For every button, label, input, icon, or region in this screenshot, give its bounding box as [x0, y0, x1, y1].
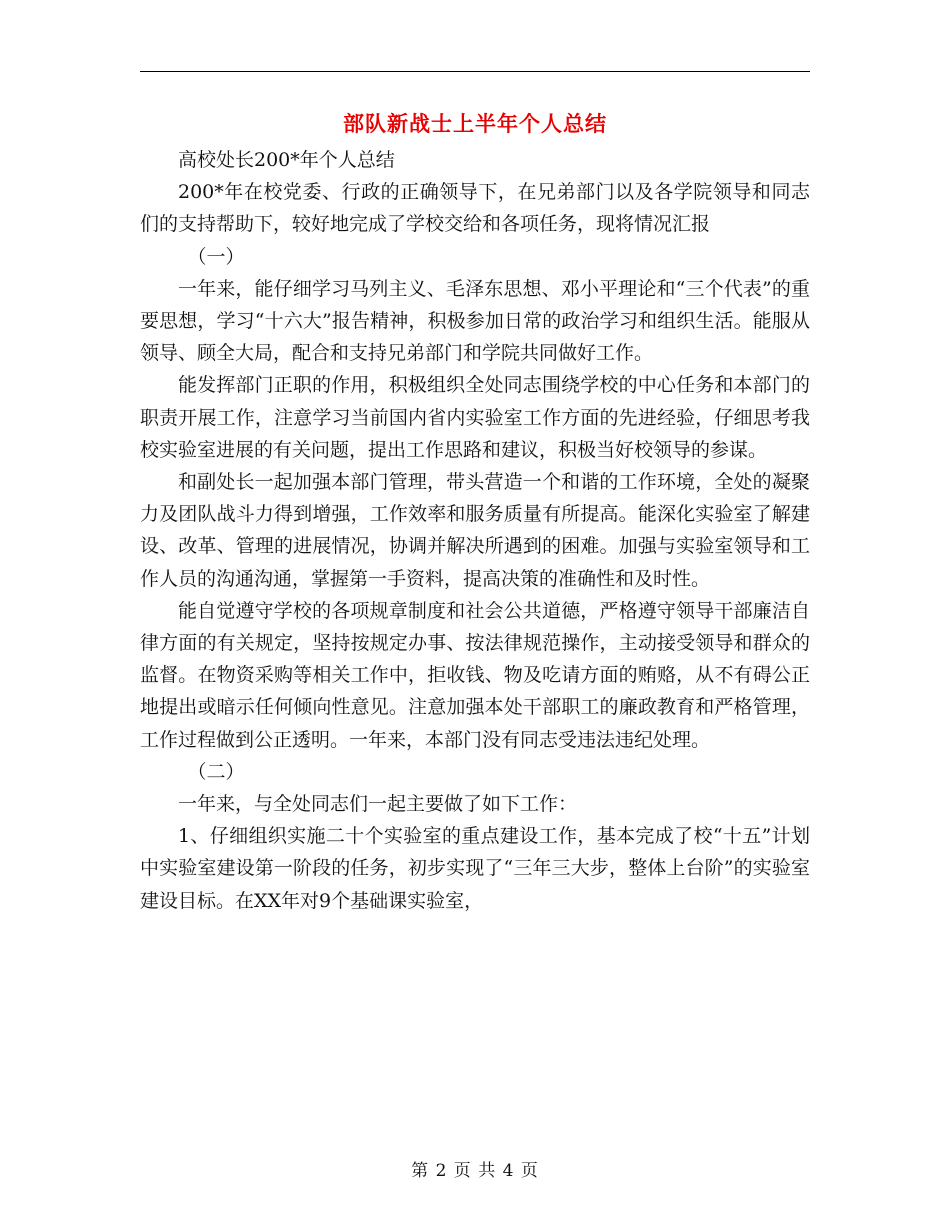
paragraph-item-1: 1、仔细组织实施二十个实验室的重点建设工作，基本完成了校“十五”计划中实验室建设第一阶段的任务，初步实现了“三年三大步，整体上台阶”的实验室建设目标。在XX年对9个基础课实验室， [140, 825, 810, 912]
paragraph-work-intro: 一年来，与全处同志们一起主要做了如下工作： [178, 793, 578, 816]
paragraph-intro: 200*年在校党委、行政的正确领导下，在兄弟部门以及各学院领导和同志们的支持帮助下，较好地完成了学校交给和各项任务，现将情况汇报 [140, 181, 810, 236]
document-title: 部队新战士上半年个人总结 [343, 112, 607, 136]
header-rule [140, 71, 810, 72]
paragraph-management: 和副处长一起加强本部门管理，带头营造一个和谐的工作环境，全处的凝聚力及团队战斗力得到增强，工作效率和服务质量有所提高。能深化实验室了解建设、改革、管理的进展情况，协调并解决所遇到的困难。加强与实验室领导和工作人员的沟通沟通，掌握第一手资料，提高决策的准确性和及时性。 [140, 471, 810, 590]
section-heading-1: （一） [187, 245, 245, 268]
paragraph-subtitle: 高校处长200*年个人总结 [178, 149, 395, 171]
paragraph-duty: 能发挥部门正职的作用，积极组织全处同志围绕学校的中心任务和本部门的职责开展工作，注意学习当前国内省内实验室工作方面的先进经验，仔细思考我校实验室进展的有关问题，提出工作思路和建议，积极当好校领导的参谋。 [140, 374, 810, 461]
paragraph-study: 一年来，能仔细学习马列主义、毛泽东思想、邓小平理论和“三个代表”的重要思想，学习“十六大”报告精神，积极参加日常的政治学习和组织生活。能服从领导、顾全大局，配合和支持兄弟部门和学院共同做好工作。 [140, 277, 810, 365]
paragraph-integrity: 能自觉遵守学校的各项规章制度和社会公共道德，严格遵守领导干部廉洁自律方面的有关规定，坚持按规定办事、按法律规范操作，主动接受领导和群众的监督。在物资采购等相关工作中，拒收钱、物及吃请方面的贿赂，从不有碍公正地提出或暗示任何倾向性意见。注意加强本处干部职工的廉政教育和严格管理，工作过程做到公正透明。一年来，本部门没有同志受违法违纪处理。 [140, 599, 810, 751]
page-number: 第 2 页 共 4 页 [411, 1161, 539, 1181]
document-body [140, 144, 810, 917]
section-heading-2: （二） [187, 760, 245, 783]
